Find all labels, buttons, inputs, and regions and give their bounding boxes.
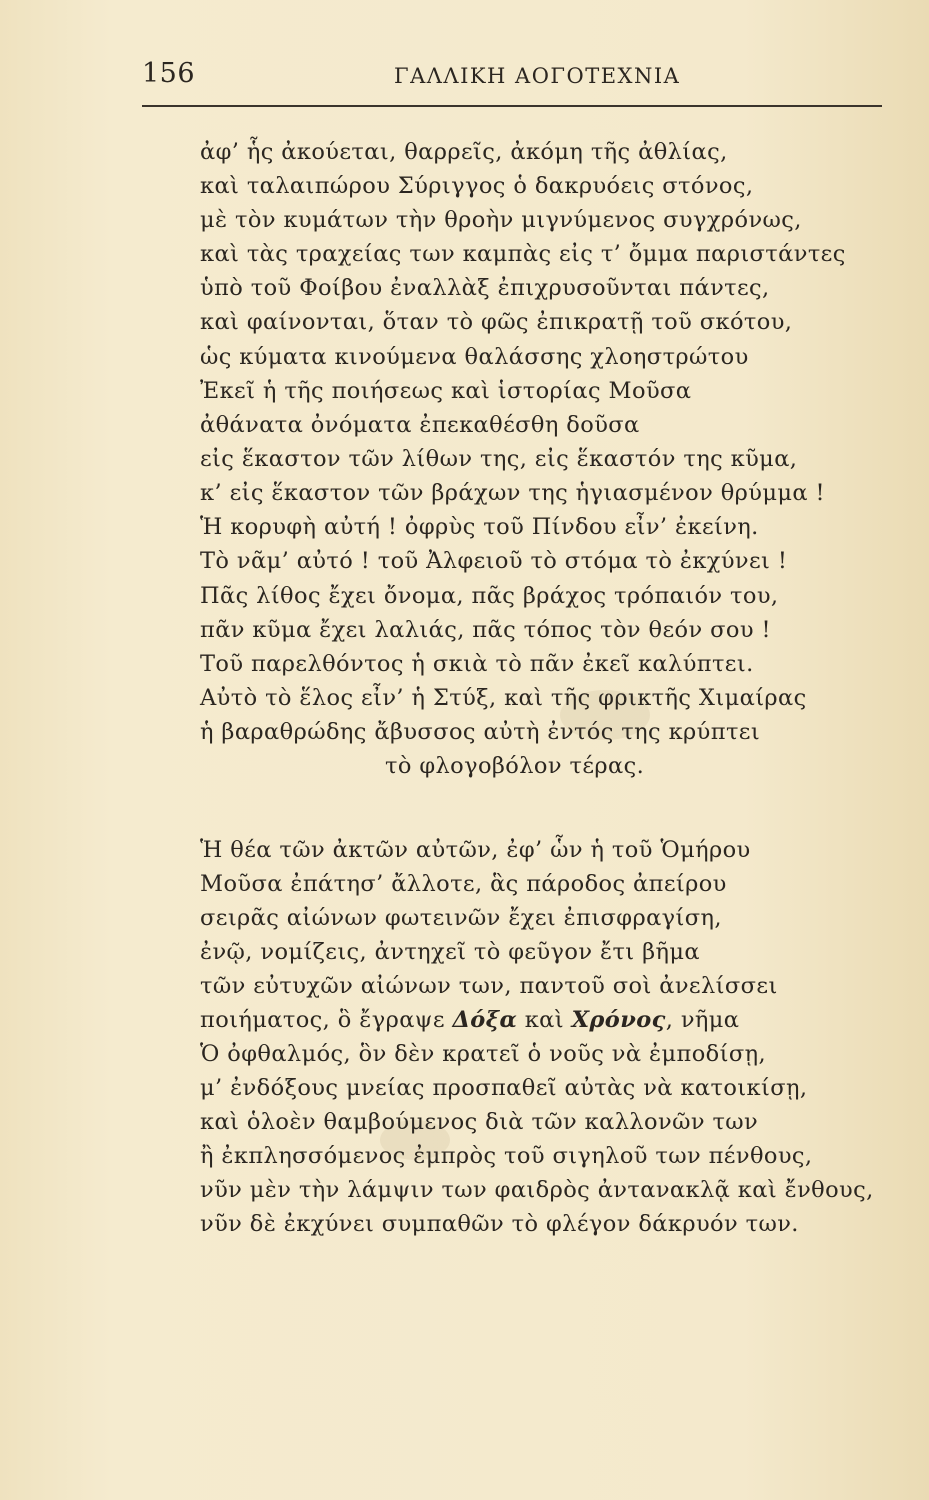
emphasized-name: Χρόνος <box>571 1007 666 1033</box>
poem-line: Ἐκεῖ ἡ τῆς ποιήσεως καὶ ἱστορίας Μοῦσα <box>200 378 692 404</box>
poem-line: ἢ ἐκπλησσόμενος ἐμπρὸς τοῦ σιγηλοῦ των πένθους, <box>200 1143 813 1169</box>
poem-line: Πᾶς λίθος ἔχει ὄνομα, πᾶς βράχος τρόπαιόν του, <box>200 583 779 609</box>
poem-line: πᾶν κῦμα ἔχει λαλιάς, πᾶς τόπος τὸν θεόν σου ! <box>200 617 771 643</box>
poem-line-text: , νῆμα <box>665 1007 740 1033</box>
poem-line-text: ποιήματος, ὃ ἔγραψε <box>200 1007 453 1033</box>
poem-line: ἀθάνατα ὀνόματα ἐπεκαθέσθη δοῦσα <box>200 412 640 438</box>
poem-line: ἐνῷ, νομίζεις, ἀντηχεῖ τὸ φεῦγον ἔτι βῆμα <box>200 939 700 965</box>
poem-line: εἰς ἕκαστον τῶν λίθων της, εἰς ἕκαστόν της κῦμα, <box>200 446 798 472</box>
poem-line: καὶ φαίνονται, ὅταν τὸ φῶς ἐπικρατῇ τοῦ σκότου, <box>200 309 793 335</box>
poem-line: ὡς κύματα κινούμενα θαλάσσης χλοηστρώτου <box>200 344 749 370</box>
running-title: ΓΑΛΛΙΚΗ ΑΟΓΟΤΕΧΝΙΑ <box>394 64 681 88</box>
poem-line: Ἡ θέα τῶν ἀκτῶν αὐτῶν, ἐφ’ ὧν ἡ τοῦ Ὁμήρου <box>200 837 751 863</box>
poem-line: τὸ φλογοβόλον τέρας. <box>385 753 645 779</box>
poem-line: μ’ ἐνδόξους μνείας προσπαθεῖ αὐτὰς νὰ κατοικίσῃ, <box>200 1075 808 1101</box>
poem-line: ἀφ’ ἧς ἀκούεται, θαρρεῖς, ἀκόμη τῆς ἀθλίας, <box>200 139 728 165</box>
poem-line: μὲ τὸν κυμάτων τὴν θροὴν μιγνύμενος συγχρόνως, <box>200 207 802 233</box>
poem-line: κ’ εἰς ἕκαστον τῶν βράχων της ἡγιασμένον θρύμμα ! <box>200 480 825 506</box>
poem-line: νῦν μὲν τὴν λάμψιν των φαιδρὸς ἀντανακλᾷ καὶ ἔνθους, <box>200 1177 874 1203</box>
poem-line-text: καὶ <box>517 1007 572 1033</box>
poem-line: καὶ τὰς τραχείας των καμπὰς εἰς τ’ ὄμμα παριστάντες <box>200 241 846 267</box>
poem-line: Τὸ νᾶμ’ αὐτό ! τοῦ Ἀλφειοῦ τὸ στόμα τὸ ἐκχύνει ! <box>200 548 788 574</box>
poem-line: Μοῦσα ἐπάτησ’ ἄλλοτε, ἃς πάροδος ἀπείρου <box>200 871 727 897</box>
page-number: 156 <box>142 58 196 89</box>
poem-line: Ἡ κορυφὴ αὐτή ! ὀφρὺς τοῦ Πίνδου εἶν’ ἐκείνη. <box>200 514 759 540</box>
poem-line <box>200 1006 739 1034</box>
emphasized-name: Δόξα <box>452 1007 518 1033</box>
poem-line: ἡ βαραθρώδης ἄβυσσος αὐτὴ ἐντός της κρύπτει <box>200 719 761 745</box>
poem-line: Τοῦ παρελθόντος ἡ σκιὰ τὸ πᾶν ἐκεῖ καλύπτει. <box>200 651 754 677</box>
poem-line: Αὐτὸ τὸ ἕλος εἶν’ ἡ Στύξ, καὶ τῆς φρικτῆς Χιμαίρας <box>200 685 807 711</box>
poem-line: νῦν δὲ ἐκχύνει συμπαθῶν τὸ φλέγον δάκρυόν των. <box>200 1211 799 1237</box>
poem-line: ὑπὸ τοῦ Φοίβου ἐναλλὰξ ἐπιχρυσοῦνται πάντες, <box>200 275 770 301</box>
poem-line: καὶ ταλαιπώρου Σύριγγος ὁ δακρυόεις στόνος, <box>200 173 754 199</box>
poem-line: καὶ ὁλοὲν θαμβούμενος διὰ τῶν καλλονῶν των <box>200 1109 759 1135</box>
poem-line: Ὁ ὀφθαλμός, ὃν δὲν κρατεῖ ὁ νοῦς νὰ ἐμποδίσῃ, <box>200 1041 767 1067</box>
poem-line: τῶν εὐτυχῶν αἰώνων των, παντοῦ σοὶ ἀνελίσσει <box>200 973 778 999</box>
poem-line: σειρᾶς αἰώνων φωτεινῶν ἔχει ἐπισφραγίση, <box>200 905 722 931</box>
